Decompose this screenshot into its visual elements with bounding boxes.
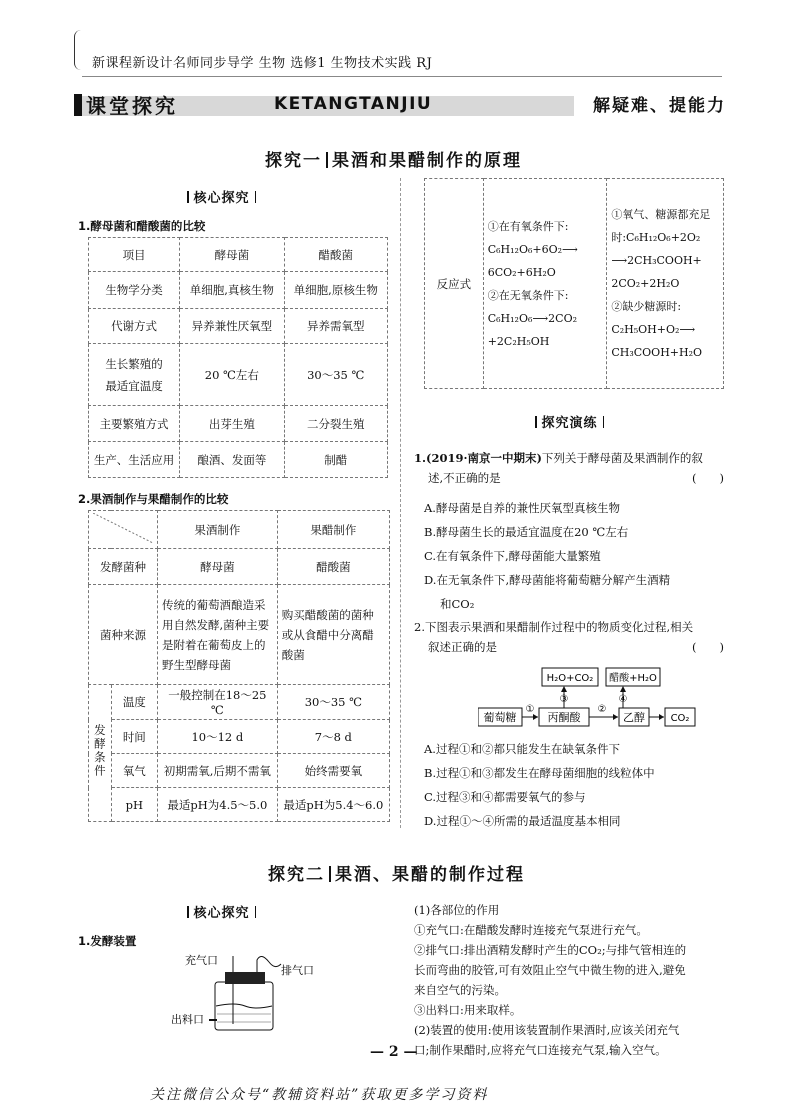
table2-cell: 菌种来源 (89, 585, 158, 685)
table2-cell: 始终需要氧 (277, 754, 389, 788)
q1-options (424, 496, 670, 616)
table1-header: 酵母菌 (180, 238, 284, 272)
practice-heading-b: 演练 (569, 416, 598, 431)
step-3-label: ③ (559, 694, 569, 705)
step-2-label: ② (597, 704, 607, 715)
device-text-line: ②排气口:排出酒精发酵时产生的CO₂;与排气管相连的 (414, 943, 687, 957)
table2-cell: 最适pH为5.4～6.0 (277, 788, 389, 822)
device-text-line: 长而弯曲的胶管,可有效阻止空气中微生物的进入,避免 (414, 963, 686, 977)
reaction-line: ⟶2CH₃COOH+ (611, 254, 702, 267)
reaction-line: ②在无氧条件下: (487, 288, 569, 302)
q2-stem-line2 (414, 637, 724, 657)
banner-left-text: 课堂探究 (86, 94, 178, 118)
heading-bar (255, 906, 257, 918)
item-title-2: 2.果酒制作与果醋制作的比较 (78, 492, 229, 506)
section2-title-number: 探究二 (268, 865, 325, 885)
banner-english: KETANGTANJIU (274, 94, 433, 114)
table1-header: 醋酸菌 (284, 238, 387, 272)
bottle-cap-icon (225, 972, 265, 984)
table2-cell: 传统的葡萄酒酿造采用自然发酵,菌种主要是附着在葡萄皮上的野生型酵母菌 (158, 585, 278, 685)
q1-option: B.酵母菌生长的最适宜温度在20 ℃左右 (424, 525, 629, 539)
heading-bar (255, 191, 257, 203)
table2-cell: 温度 (111, 685, 157, 720)
outlet-tube-icon (257, 956, 281, 972)
q2-option: A.过程①和②都只能发生在缺氧条件下 (424, 742, 620, 756)
practice-heading (530, 412, 609, 431)
practice-heading-a: 探究 (541, 416, 570, 431)
arrow-4-head-icon (620, 686, 626, 692)
table2-corner (89, 511, 158, 549)
table1-header: 项目 (89, 238, 180, 272)
device-text-line: ③出料口:用来取样。 (414, 1003, 522, 1017)
section2-title (268, 860, 525, 885)
table2-header: 果醋制作 (277, 511, 389, 549)
item-title-3: 1.发酵装置 (78, 934, 137, 948)
inlet-label: 充气口 (185, 954, 218, 967)
table2-cell: 10～12 d (158, 720, 278, 754)
reaction-line: ②缺少糖源时: (611, 300, 682, 313)
banner-left-title (74, 90, 178, 120)
wine-vs-vinegar-table (88, 510, 390, 822)
table1-cell: 生物学分类 (89, 272, 180, 309)
q2-stem-b: 叙述正确的是 (428, 640, 497, 654)
q1-stem-line1 (414, 448, 724, 468)
table1-cell: 单细胞,原核生物 (284, 272, 387, 309)
reaction-line: ①在有氧条件下: (487, 219, 569, 233)
table2-cell: 初期需氧,后期不需氧 (158, 754, 278, 788)
heading-bar (535, 416, 537, 428)
reaction-line: ①氧气、糖源都充足 (611, 208, 711, 221)
q1-option-cont: 和CO₂ (440, 597, 475, 611)
q2-option: B.过程①和③都发生在酵母菌细胞的线粒体中 (424, 766, 655, 780)
footer-note: 关注微信公众号“教辅资料站”获取更多学习资料 (150, 1087, 489, 1103)
liquid-surface-icon (216, 1004, 272, 1008)
device-text-line: 口;制作果醋时,应将充气口连接充气泵,输入空气。 (414, 1043, 667, 1057)
table2-cell: 酵母菌 (158, 549, 278, 585)
tap-label: 出料口 (171, 1013, 204, 1026)
table2-cell: 购买醋酸菌的菌种或从食醋中分离醋酸菌 (277, 585, 389, 685)
q2-option: C.过程③和④都需要氧气的参与 (424, 790, 586, 804)
q2-answer-blank: ( ) (692, 640, 724, 654)
reaction-table (424, 178, 724, 389)
yeast-vs-acetobacter-table (88, 237, 388, 478)
metabolic-pathway-diagram (478, 666, 704, 736)
table1-cell: 生长繁殖的 最适宜温度 (89, 344, 180, 406)
reaction-line: 时:C₆H₁₂O₆+2O₂ (611, 231, 701, 244)
q1-stem-line2 (414, 468, 724, 488)
table2-cell: 氧气 (111, 754, 157, 788)
section1-title-text: 果酒和果醋制作的原理 (332, 151, 522, 171)
title-divider (326, 152, 328, 168)
header-bracket (74, 30, 81, 70)
heading-bar (187, 906, 189, 918)
core-heading-1 (182, 187, 261, 206)
table2-cell: 30～35 ℃ (277, 685, 389, 720)
diagonal-line-icon (93, 513, 153, 543)
reaction-vinegar (607, 179, 724, 389)
title-divider (329, 866, 331, 882)
core-heading-2 (182, 902, 261, 921)
glucose-label: 葡萄糖 (483, 711, 517, 724)
reaction-line: C₆H₁₂O₆+6O₂⟶ (487, 242, 578, 256)
table1-cell: 主要繁殖方式 (89, 406, 180, 442)
heading-bar (187, 191, 189, 203)
question-2 (414, 617, 724, 657)
arrow-co2-head-icon (659, 714, 664, 720)
running-header: 新课程新设计名师同步导学 生物 选修1 生物技术实践 RJ (92, 56, 433, 71)
table2-cell: 一般控制在18～25 ℃ (158, 685, 278, 720)
table2-cond-label (89, 685, 112, 822)
reaction-line: 2CO₂+2H₂O (611, 277, 680, 290)
table1-cell: 生产、生活应用 (89, 442, 180, 478)
reaction-wine (483, 179, 607, 389)
page-number: — 2 — (370, 1044, 418, 1060)
device-text-line: ①充气口:在醋酸发酵时连接充气泵进行充气。 (414, 923, 648, 937)
q2-option: D.过程①～④所需的最适温度基本相同 (424, 814, 621, 828)
banner-mark-icon (74, 94, 82, 116)
column-divider (400, 178, 401, 828)
core-heading-2-a: 核心 (193, 906, 222, 921)
table2-cell: 醋酸菌 (277, 549, 389, 585)
q2-stem-line1: 2.下图表示果酒和果醋制作过程中的物质变化过程,相关 (414, 620, 694, 634)
table2-cell: 时间 (111, 720, 157, 754)
question-1 (414, 448, 724, 488)
section1-title-number: 探究一 (265, 151, 322, 171)
table1-cell: 单细胞,真核生物 (180, 272, 284, 309)
q2-options (424, 737, 655, 833)
table1-cell: 制醋 (284, 442, 387, 478)
outlet-label: 排气口 (281, 964, 314, 977)
table2-cell: 7～8 d (277, 720, 389, 754)
table2-cell: 最适pH为4.5～5.0 (158, 788, 278, 822)
banner-right-title: 解疑难、提能力 (593, 96, 726, 116)
table1-cell: 20 ℃左右 (180, 344, 284, 406)
reaction-line: +2C₂H₅OH (487, 334, 550, 348)
arrow-2-head-icon (613, 714, 618, 720)
device-text-line: (1)各部位的作用 (414, 903, 500, 917)
h2o-co2-label: H₂O+CO₂ (546, 673, 594, 684)
section-banner (74, 88, 726, 122)
table1-cell: 代谢方式 (89, 309, 180, 344)
table2-header: 果酒制作 (158, 511, 278, 549)
q1-stem-b: 下列关于酵母菌及果酒制作的叙 (541, 451, 703, 465)
co2-label: CO₂ (670, 713, 690, 724)
reaction-label: 反应式 (425, 179, 484, 389)
table1-cell: 30～35 ℃ (284, 344, 387, 406)
table1-cell: 酿酒、发面等 (180, 442, 284, 478)
table1-cell: 异养需氧型 (284, 309, 387, 344)
device-text-line: 来自空气的污染。 (414, 983, 506, 997)
q1-answer-blank: ( ) (692, 471, 724, 485)
q1-option: A.酵母菌是自养的兼性厌氧型真核生物 (424, 501, 620, 515)
section2-title-text: 果酒、果醋的制作过程 (335, 865, 525, 885)
ethanol-label: 乙醇 (623, 711, 645, 724)
fermentation-device-diagram (165, 944, 315, 1034)
reaction-line: 6CO₂+6H₂O (487, 265, 556, 279)
section1-title (265, 146, 522, 171)
header-rule (82, 76, 722, 77)
device-description (414, 900, 714, 1060)
reaction-line: CH₃COOH+H₂O (611, 346, 703, 359)
acetic-acid-label: 醋酸+H₂O (609, 673, 657, 684)
pyruvate-label: 丙酮酸 (547, 711, 581, 724)
reaction-line: C₆H₁₂O₆⟶2CO₂ (487, 311, 577, 325)
core-heading-2-b: 探究 (221, 906, 250, 921)
q1-stem-c: 述,不正确的是 (428, 471, 501, 485)
cond-label-text: 发酵条件 (92, 724, 107, 778)
table1-cell: 二分裂生殖 (284, 406, 387, 442)
item-title-1: 1.酵母菌和醋酸菌的比较 (78, 219, 206, 233)
table2-cell: 发酵菌种 (89, 549, 158, 585)
q1-option: C.在有氧条件下,酵母菌能大量繁殖 (424, 549, 601, 563)
arrow-3-head-icon (561, 686, 567, 692)
table1-cell: 出芽生殖 (180, 406, 284, 442)
step-1-label: ① (525, 704, 535, 715)
q1-source: 1.(2019·南京一中期末) (414, 451, 542, 465)
q1-option: D.在无氧条件下,酵母菌能将葡萄糖分解产生酒精 (424, 573, 671, 587)
heading-bar (603, 416, 605, 428)
reaction-line: C₂H₅OH+O₂⟶ (611, 323, 696, 336)
step-4-label: ④ (618, 694, 628, 705)
table2-cell: pH (111, 788, 157, 822)
device-text-line: (2)装置的使用:使用该装置制作果酒时,应该关闭充气 (414, 1023, 680, 1037)
core-heading-1-b: 探究 (221, 191, 250, 206)
table1-cell: 异养兼性厌氧型 (180, 309, 284, 344)
core-heading-1-a: 核心 (193, 191, 222, 206)
